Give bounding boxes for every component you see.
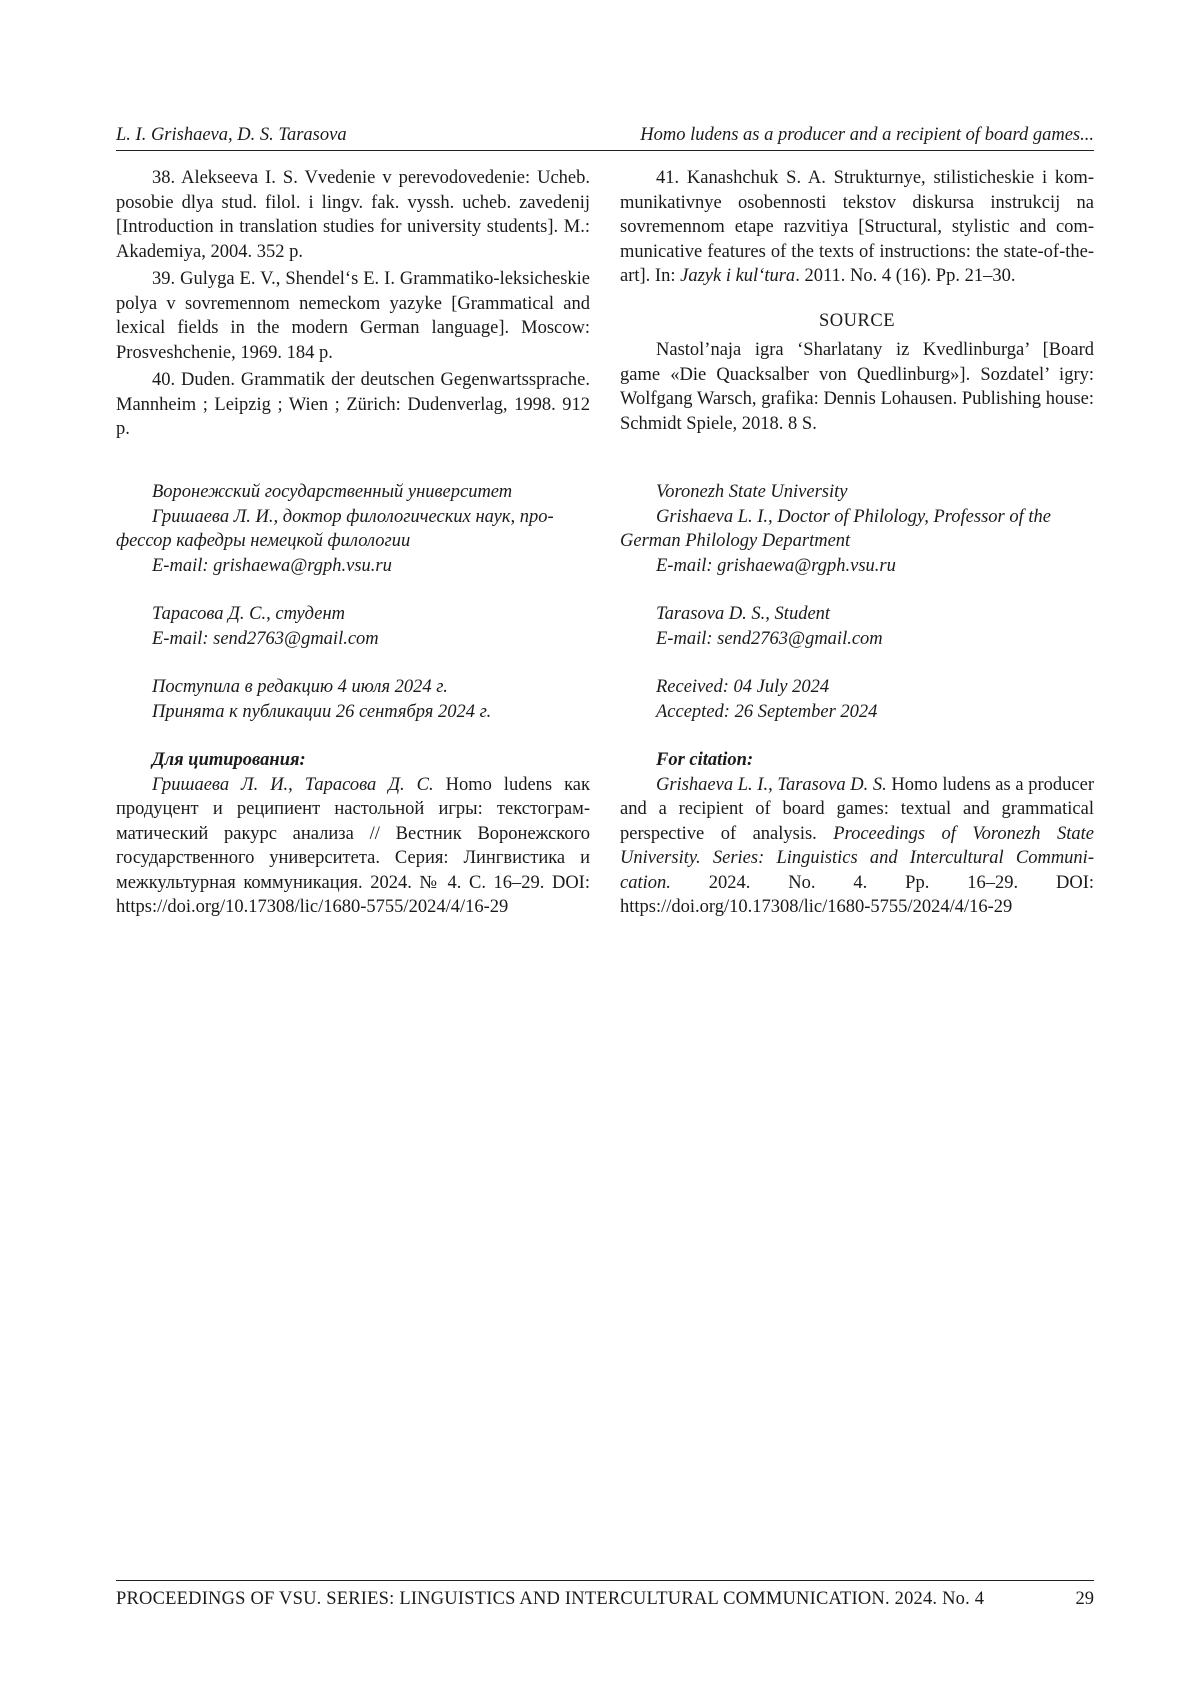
authors-info-ru [116,480,590,578]
citation-authors-ru: Гришаева Л. И., Тарасова Д. С. [152,775,434,795]
reference-40: 40. Duden. Grammatik der deutschen Gegenwartssprache. Mannheim ; Leipzig ; Wien ; Zürich: Dudenverlag, 1998. 912 p. [116,368,590,442]
reference-41-journal: Jazyk i kul‘tura [680,266,795,286]
university-en: Voronezh State University [620,480,1094,505]
email1-ru: E-mail: grishaewa@rgph.vsu.ru [116,554,590,579]
citation-en [620,748,1094,920]
citation-heading-ru: Для цитирования: [116,748,590,773]
page-footer [116,1580,1094,1611]
author2-info-ru [116,602,590,651]
authors-info-en [620,480,1094,578]
citation-tail-en: 2024. No. 4. Pp. 16–29. DOI: https://doi.org/10.17308/lic/1680-5755/2024/4/16-29 [620,873,1094,918]
citation-text-ru [116,773,590,920]
accepted-ru: Принята к публикации 26 сентября 2024 г. [116,700,590,725]
reference-38: 38. Alekseeva I. S. Vvedenie v perevodovedenie: Ucheb. posobie dlya stud. filol. i lingv. fak. vyssh. ucheb. zavedenij [Introduction in translation studies for university students]. M.: Akademiya, 2004. 352 p. [116,166,590,264]
university-ru: Воронежский государственный университет [116,480,590,505]
received-en: Received: 04 July 2024 [620,675,1094,700]
citation-heading-en: For citation: [620,748,1094,773]
author2-ru: Тарасова Д. С., студент [116,602,590,627]
email2-ru: E-mail: send2763@gmail.com [116,627,590,652]
reference-41 [620,166,1094,289]
email2-en: E-mail: send2763@gmail.com [620,627,1094,652]
reference-41-details: . 2011. No. 4 (16). Pp. 21–30. [795,266,1015,286]
citation-ru [116,748,590,920]
citation-text-en [620,773,1094,920]
email1-en: E-mail: grishaewa@rgph.vsu.ru [620,554,1094,579]
received-ru: Поступила в редакцию 4 июля 2024 г. [116,675,590,700]
running-head-authors: L. I. Grishaeva, D. S. Tarasova [116,122,347,148]
dates-en [620,675,1094,724]
citation-authors-en: Grishaeva L. I., Tarasova D. S. [656,775,887,795]
dates-ru [116,675,590,724]
author1-ru: Гришаева Л. И., доктор филологических наук, про­фессор кафедры немецкой филологии [116,505,590,554]
citation-journal-en: Proceedings of Voronezh State University. Series: Linguistics and Intercultural Communi­cation. [620,824,1094,893]
references-left-column [116,166,590,445]
citation-body-en: Homo ludens as a pro­ducer and a recipient of board games: textual and gramma­tical perspective of analysis. [620,775,1094,844]
affiliation-english [620,480,1094,920]
page-number: 29 [1076,1587,1095,1611]
accepted-en: Accepted: 26 September 2024 [620,700,1094,725]
source-text: Nastol’naja igra ‘Sharlatany iz Kvedlinburga’ [Board game «Die Quacksalber von Quedlinburg»]. Sozdatel’ igry: Wolfgang Warsch, grafika: Dennis Lohausen. Publishing house: Schmidt Spiele, 2018. 8 S. [620,338,1094,436]
footer-journal: PROCEEDINGS OF VSU. SERIES: LINGUISTICS AND INTERCULTURAL COMMUNICATION. 2024. No. 4 [116,1587,984,1611]
affiliation-russian [116,480,590,920]
running-head-title: Homo ludens as a producer and a recipient of board games... [640,122,1094,148]
author2-en: Tarasova D. S., Student [620,602,1094,627]
reference-39: 39. Gulyga E. V., Shendel‘s E. I. Grammatiko-leksi­cheskie polya v sovremennom nemeckom yazyke [Gram­matical and lexical fields in the modern German language]. Moscow: Prosveshchenie, 1969. 184 p. [116,267,590,365]
citation-body-ru: Homo ludens как продуцент и реципиент настольной игры: текстограм­матический ракурс анализа // Вестник Воронежского государственного университета. Серия: Лингвистика и межкультурная коммуникация. 2024. № 4. С. 16–29. DOI: https://doi.org/10.17308/lic/1680-5755/2024/4/16-29 [116,775,590,918]
author2-info-en [620,602,1094,651]
references-right-column [620,166,1094,439]
source-heading: SOURCE [620,309,1094,334]
running-head [116,122,1094,151]
reference-41-text: 41. Kanashchuk S. A. Strukturnye, stilisticheskie i kom­munikativnye osobennosti tekstov diskursa instrukcij na sovremennom etape razvitiya [Structural, stylistic and com­municative features of the texts of instructions: the state-of-the-art]. In: [620,168,1094,286]
author1-en: Grishaeva L. I., Doctor of Philology, Professor of the German Philology Department [620,505,1094,554]
